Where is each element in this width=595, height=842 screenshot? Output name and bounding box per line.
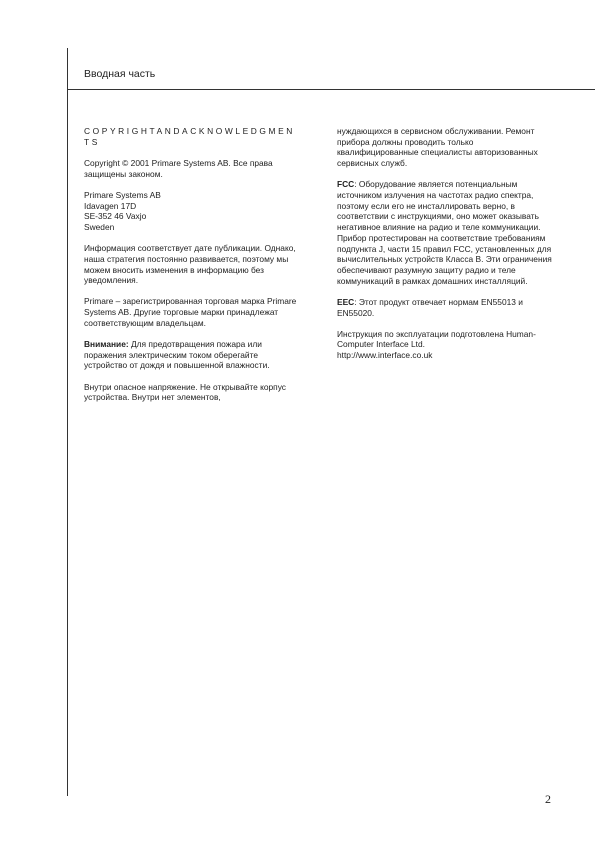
trademark-paragraph: Primare – зарегистрированная торговая марка Primare Systems AB. Другие торговые марки принадлежат соответствующим владельцам. [84,296,297,328]
address-street: Idavagen 17D [84,200,137,211]
credits-url: http://www.interface.co.uk [337,350,433,361]
copyright-heading: COPYRIGHTANDACKNOWLEDGMENTS [84,126,295,147]
right-column [337,126,557,371]
eec-label: EEC [337,296,355,307]
credits-paragraph [337,329,557,361]
fcc-text: : Оборудование является потенциальным источником излучения на частотах радио спектра, поэтому если его не инсталлировать верно, в соответствии с инструкциями, оно может оказывать негативное влияние на радио и теле коммуникации. Прибор протестирован на соответствие требованиям подпункта J, части 15 правил FCC, установленных для вычислительных устройств Класса В. Эти ограничения обеспечивают разумную защиту радио и теле коммуникаций в рамках домашних инсталляций. [337,179,552,286]
header-horizontal-rule [67,89,595,90]
fcc-paragraph [337,179,557,286]
margin-vertical-rule [67,48,68,796]
copyright-notice: Copyright © 2001 Primare Systems AB. Все права защищены законом. [84,157,273,179]
page-number: 2 [545,792,551,806]
left-column [84,126,300,414]
company-address [84,190,300,233]
credits-text: Инструкция по эксплуатации подготовлена Human-Computer Interface Ltd. [337,328,536,350]
address-company: Primare Systems AB [84,189,161,200]
warning-paragraph [84,339,300,371]
address-country: Sweden [84,221,115,232]
fcc-label: FCC [337,179,355,190]
section-title: Вводная часть [84,68,156,80]
address-postal: SE-352 46 Vaxjo [84,211,147,222]
eec-text: : Этот продукт отвечает нормам EN55013 и EN55020. [337,296,523,318]
warning-label: Внимание: [84,339,129,350]
eec-paragraph [337,297,557,318]
voltage-paragraph: Внутри опасное напряжение. Не открывайте корпус устройства. Внутри нет элементов, [84,381,286,403]
service-paragraph: нуждающихся в сервисном обслуживании. Ремонт прибора должны проводить только квалифицированные специалисты авторизованных сервисных служб. [337,126,538,169]
info-paragraph: Информация соответствует дате публикации. Однако, наша стратегия постоянно развивается, поэтому мы можем вносить изменения в информацию без уведомления. [84,243,296,286]
warning-text: Для предотвращения пожара или поражения электрическим током оберегайте устройство от дождя и повышенной влажности. [84,339,270,371]
